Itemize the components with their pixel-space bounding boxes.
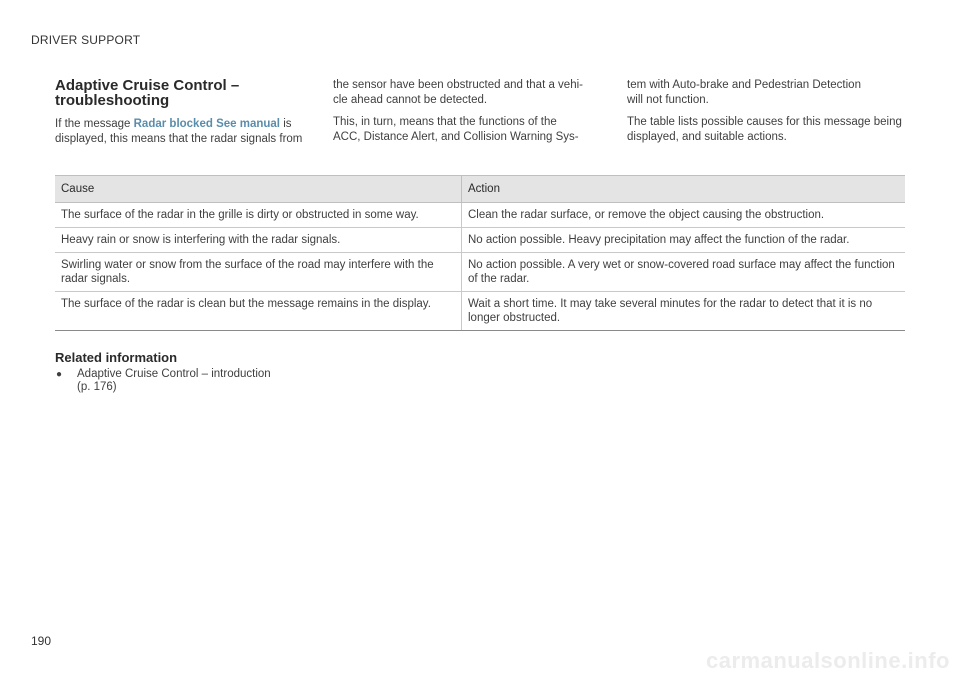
table-row <box>55 292 905 331</box>
related-link-page[interactable]: (p. 176) <box>77 381 117 393</box>
watermark: carmanualsonline.info <box>706 648 950 673</box>
column-header-cause: Cause <box>55 176 462 203</box>
troubleshooting-table <box>55 175 905 331</box>
related-information-title: Related information <box>55 350 178 365</box>
related-information <box>55 350 271 394</box>
intro-paragraph-end: the sensor have been obstructed and that a vehi- cle ahead cannot be detected. <box>333 79 583 106</box>
radar-message: Radar blocked See manual <box>133 118 280 130</box>
text-column-2 <box>333 78 613 152</box>
cause-cell: Heavy rain or snow is interfering with the radar signals. <box>55 228 462 253</box>
action-cell: No action possible. Heavy precipitation may affect the function of the radar. <box>462 228 906 253</box>
cause-cell: The surface of the radar is clean but the message remains in the display. <box>55 292 462 331</box>
table-intro-paragraph: The table lists possible causes for this message being displayed, and suitable actions. <box>627 116 902 143</box>
action-cell: Clean the radar surface, or remove the object causing the obstruction. <box>462 203 906 228</box>
functions-paragraph-start: This, in turn, means that the functions of the ACC, Distance Alert, and Collision Warning Sys- <box>333 116 579 143</box>
table-row <box>55 203 905 228</box>
intro-paragraph-start: If the message Radar blocked See manual is displayed, this means that the radar signals from <box>55 118 303 145</box>
action-cell: No action possible. A very wet or snow-covered road surface may affect the function of the radar. <box>462 253 906 292</box>
column-header-action: Action <box>462 176 906 203</box>
page-number: 190 <box>31 634 52 648</box>
table-header-row <box>55 176 905 203</box>
section-header: DRIVER SUPPORT <box>31 33 141 47</box>
related-link-item[interactable] <box>55 368 271 394</box>
table-row <box>55 253 905 292</box>
action-cell: Wait a short time. It may take several minutes for the radar to detect that it is no longer obstructed. <box>462 292 906 331</box>
related-link-text[interactable]: Adaptive Cruise Control – introduction <box>77 368 271 380</box>
functions-paragraph-end: tem with Auto-brake and Pedestrian Detection will not function. <box>627 79 861 106</box>
text-column-3 <box>627 78 912 152</box>
text-column-1 <box>55 78 320 154</box>
page-title: Adaptive Cruise Control – troubleshooting <box>55 77 240 109</box>
cause-cell: Swirling water or snow from the surface of the road may interfere with the radar signals. <box>55 253 462 292</box>
table-row <box>55 228 905 253</box>
related-links-list <box>55 368 271 394</box>
bullet-icon: ● <box>56 369 63 380</box>
cause-cell: The surface of the radar in the grille is dirty or obstructed in some way. <box>55 203 462 228</box>
